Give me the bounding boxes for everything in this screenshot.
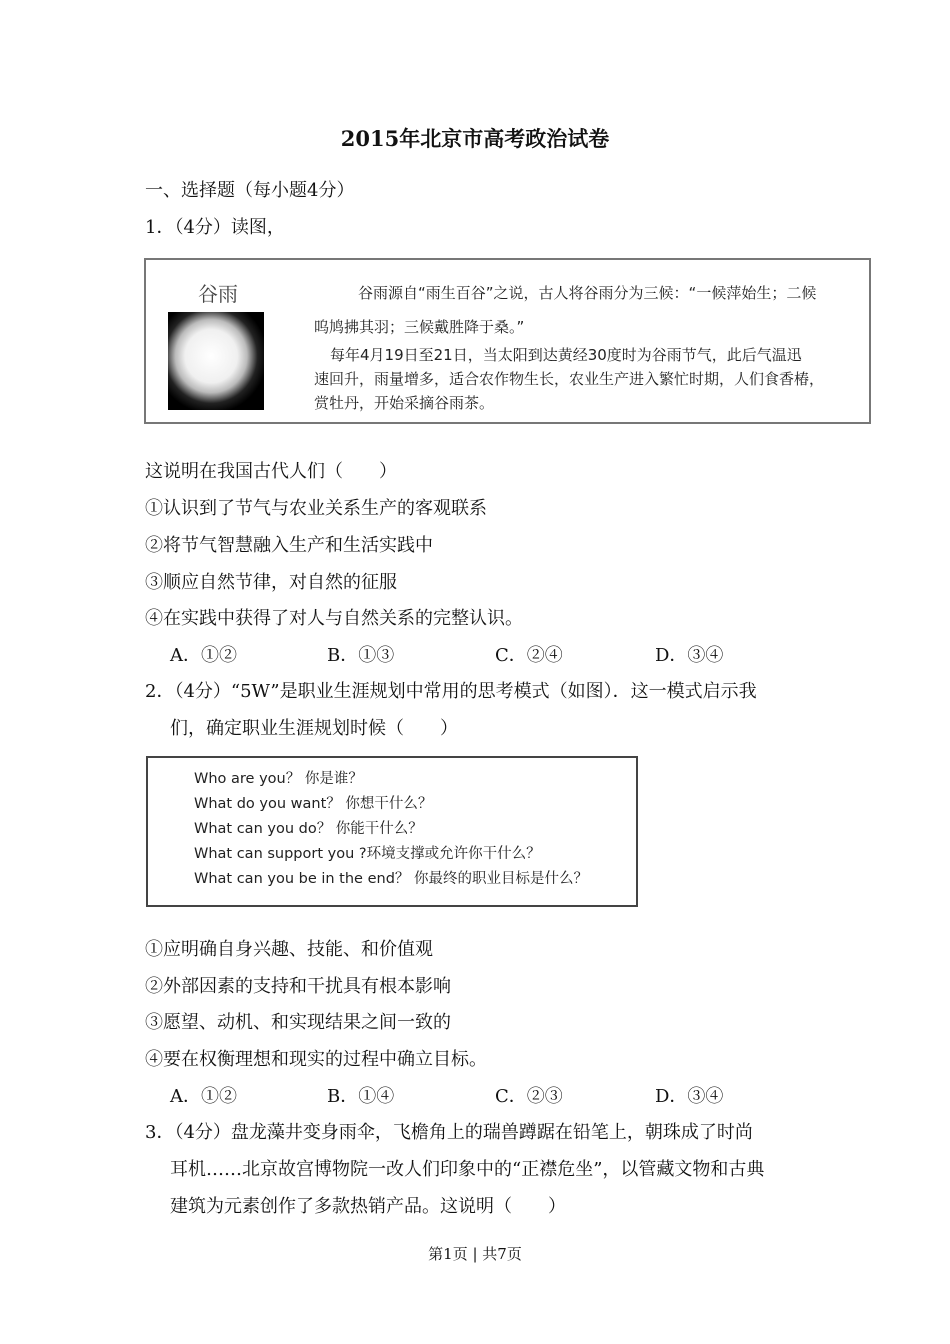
- q2-item: ③愿望、动机、和实现结果之间一致的: [145, 1012, 451, 1033]
- page-title: 2015年北京市高考政治试卷: [340, 126, 610, 151]
- q3-stem: 3．（4分）盘龙藻井变身雨伞，飞檐角上的瑞兽蹲踞在铅笔上，朝珠成了时尚: [145, 1122, 753, 1143]
- figure-line: What can you do？ 你能干什么？: [194, 821, 423, 837]
- q1-item: ②将节气智慧融入生产和生活实践中: [145, 535, 433, 556]
- q2-figure: [146, 756, 638, 907]
- page-footer: 第1页 | 共7页: [428, 1245, 522, 1263]
- q2-stem: 们，确定职业生涯规划时候（ ）: [170, 718, 458, 739]
- figure-line: 速回升，雨量增多，适合农作物生长，农业生产进入繁忙时期，人们食香椿，: [314, 370, 825, 388]
- q2-item: ④要在权衡理想和现实的过程中确立目标。: [145, 1049, 487, 1070]
- q1-item: ①认识到了节气与农业关系生产的客观联系: [145, 498, 487, 519]
- q1-stem: 1．（4分）读图，: [145, 217, 285, 238]
- section-heading: 一、选择题（每小题4分）: [145, 180, 355, 201]
- figure-heading: 谷雨: [198, 282, 238, 306]
- figure-line: 呜鸠拂其羽；三候戴胜降于桑。”: [314, 318, 525, 336]
- q1-item: ④在实践中获得了对人与自然关系的完整认识。: [145, 608, 523, 629]
- q2-item: ②外部因素的支持和干扰具有根本影响: [145, 976, 451, 997]
- peony-image: [168, 312, 264, 410]
- q2-choice-b: B．①④: [327, 1086, 395, 1107]
- q1-figure: [144, 258, 871, 424]
- figure-line: 赏牡丹，开始采摘谷雨茶。: [314, 394, 495, 412]
- figure-line: 谷雨源自“雨生百谷”之说，古人将谷雨分为三候：“一候萍始生；二候: [358, 284, 817, 302]
- q1-choice-a: A．①②: [170, 645, 237, 666]
- figure-line: What can you be in the end？ 你最终的职业目标是什么？: [194, 871, 589, 887]
- figure-line: What can support you ?环境支撑或允许你干什么？: [194, 846, 541, 862]
- q1-choice-b: B．①③: [327, 645, 395, 666]
- q2-choice-a: A．①②: [170, 1086, 237, 1107]
- q1-choice-d: D．③④: [655, 645, 724, 666]
- q1-choice-c: C．②④: [495, 645, 563, 666]
- q2-choice-c: C．②③: [495, 1086, 563, 1107]
- q3-stem: 耳机……北京故宫博物院一改人们印象中的“正襟危坐”，以管藏文物和古典: [170, 1159, 765, 1180]
- q2-item: ①应明确自身兴趣、技能、和价值观: [145, 939, 433, 960]
- q1-question: 这说明在我国古代人们（ ）: [145, 461, 397, 482]
- figure-line: 每年4月19日至21日，当太阳到达黄经30度时为谷雨节气，此后气温迅: [330, 346, 802, 364]
- q1-item: ③顺应自然节律，对自然的征服: [145, 572, 397, 593]
- q2-stem: 2．（4分）“5W”是职业生涯规划中常用的思考模式（如图）．这一模式启示我: [145, 681, 757, 702]
- q2-choice-d: D．③④: [655, 1086, 724, 1107]
- q3-stem: 建筑为元素创作了多款热销产品。这说明（ ）: [170, 1196, 566, 1217]
- figure-line: What do you want？ 你想干什么？: [194, 796, 433, 812]
- figure-line: Who are you？ 你是谁？: [194, 771, 363, 787]
